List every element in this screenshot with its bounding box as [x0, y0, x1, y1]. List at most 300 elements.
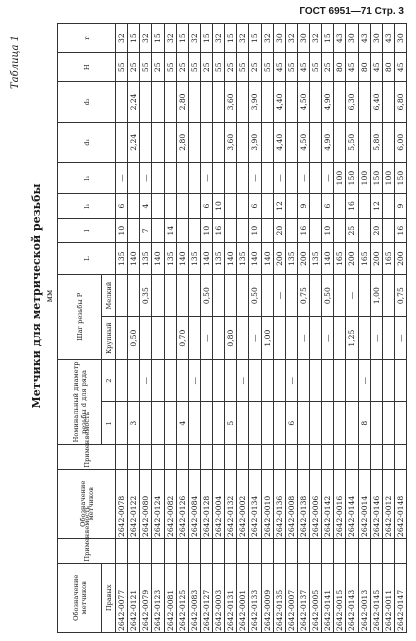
cell-l	[382, 218, 394, 243]
cell-left: 2642-0016	[334, 469, 346, 538]
taps-table	[57, 23, 407, 633]
table-label: Таблица 1	[10, 34, 21, 89]
cell-r: 30	[370, 24, 382, 53]
cell-d1	[273, 402, 285, 445]
cell-fine	[188, 274, 200, 317]
header-l: l	[58, 218, 116, 243]
cell-r: 32	[213, 24, 225, 53]
cell-d2	[225, 359, 237, 402]
cell-dd2: 4,40	[273, 82, 285, 122]
cell-r: 43	[334, 24, 346, 53]
cell-left: 2642-0078	[116, 469, 128, 538]
cell-fine: 0,50	[249, 274, 261, 317]
cell-blank	[188, 538, 200, 563]
cell-L: 140	[249, 243, 261, 274]
cell-right: 2642-0133	[249, 563, 261, 632]
table-row	[140, 24, 152, 633]
cell-l2: —	[297, 162, 309, 193]
cell-l1	[358, 194, 370, 219]
cell-blank	[370, 444, 382, 469]
cell-blank	[261, 444, 273, 469]
cell-l2: —	[273, 162, 285, 193]
cell-dd2	[188, 82, 200, 122]
table-row	[200, 24, 212, 633]
cell-l2: 150	[370, 162, 382, 193]
table-body	[116, 24, 407, 633]
cell-r: 15	[225, 24, 237, 53]
cell-right: 2642-0143	[346, 563, 358, 632]
cell-blank	[322, 444, 334, 469]
cell-d1	[164, 402, 176, 445]
cell-blank	[297, 444, 309, 469]
cell-d2	[382, 359, 394, 402]
cell-left: 2642-0126	[176, 469, 188, 538]
cell-right: 2642-0011	[382, 563, 394, 632]
table-row	[334, 24, 346, 633]
cell-L: 135	[213, 243, 225, 274]
cell-l2: —	[140, 162, 152, 193]
cell-d2	[200, 359, 212, 402]
cell-right: 2642-0079	[140, 563, 152, 632]
cell-d2: —	[285, 359, 297, 402]
table-row	[128, 24, 140, 633]
cell-coarse: —	[370, 317, 382, 360]
cell-dd1	[164, 122, 176, 162]
cell-left: 2642-0128	[200, 469, 212, 538]
cell-l1: 10	[213, 194, 225, 219]
cell-r: 32	[285, 24, 297, 53]
cell-blank	[261, 538, 273, 563]
cell-d2: —	[140, 359, 152, 402]
cell-l2: 150	[346, 162, 358, 193]
cell-dd1	[285, 122, 297, 162]
cell-l2	[176, 162, 188, 193]
header-d2: d₂	[58, 82, 116, 122]
cell-dd2: 2,24	[128, 82, 140, 122]
cell-L: 135	[285, 243, 297, 274]
cell-right: 2642-0123	[152, 563, 164, 632]
table-row	[273, 24, 285, 633]
cell-blank	[164, 444, 176, 469]
cell-d2: —	[358, 359, 370, 402]
cell-l1: 6	[116, 194, 128, 219]
cell-coarse: —	[249, 317, 261, 360]
table-row	[249, 24, 261, 633]
cell-blank	[176, 444, 188, 469]
cell-coarse	[213, 317, 225, 360]
cell-blank	[370, 538, 382, 563]
cell-l2: —	[322, 162, 334, 193]
cell-blank	[285, 538, 297, 563]
cell-blank	[225, 538, 237, 563]
cell-d2	[334, 359, 346, 402]
cell-r: 32	[140, 24, 152, 53]
cell-l	[310, 218, 322, 243]
cell-dd1: 3,90	[249, 122, 261, 162]
cell-r: 15	[322, 24, 334, 53]
cell-l2: 100	[334, 162, 346, 193]
cell-blank	[237, 444, 249, 469]
cell-r: 30	[346, 24, 358, 53]
cell-d1	[310, 402, 322, 445]
cell-blank	[164, 538, 176, 563]
cell-d1: 6	[285, 402, 297, 445]
cell-blank	[346, 444, 358, 469]
cell-coarse: 0,80	[225, 317, 237, 360]
cell-right: 2642-0001	[237, 563, 249, 632]
header-row1: 1	[102, 402, 116, 445]
cell-blank	[334, 538, 346, 563]
cell-blank	[152, 444, 164, 469]
cell-blank	[346, 538, 358, 563]
cell-l2: —	[200, 162, 212, 193]
cell-L: 165	[358, 243, 370, 274]
cell-r: 15	[200, 24, 212, 53]
cell-H: 45	[346, 53, 358, 82]
cell-d2	[249, 359, 261, 402]
cell-l2	[237, 162, 249, 193]
cell-dd1: 4,40	[273, 122, 285, 162]
cell-fine: 0,35	[140, 274, 152, 317]
cell-H: 25	[322, 53, 334, 82]
cell-d2	[213, 359, 225, 402]
cell-r: 32	[188, 24, 200, 53]
cell-fine: —	[273, 274, 285, 317]
header-right: Правых	[102, 563, 116, 632]
cell-right: 2642-0083	[188, 563, 200, 632]
cell-d1	[322, 402, 334, 445]
cell-dd2	[152, 82, 164, 122]
cell-H: 80	[382, 53, 394, 82]
cell-l2	[225, 162, 237, 193]
cell-dd1	[213, 122, 225, 162]
cell-l: 7	[140, 218, 152, 243]
cell-right: 2642-0147	[394, 563, 406, 632]
cell-dd1	[116, 122, 128, 162]
cell-blank	[128, 538, 140, 563]
header-coarse: Крупный	[102, 317, 116, 360]
cell-d1	[237, 402, 249, 445]
unit-label: мм	[45, 289, 54, 303]
cell-blank	[188, 444, 200, 469]
cell-H: 80	[358, 53, 370, 82]
header-designation-left: Обозначение метчиков	[58, 469, 116, 538]
cell-l2	[128, 162, 140, 193]
cell-left: 2642-0132	[225, 469, 237, 538]
cell-L: 140	[152, 243, 164, 274]
cell-d2	[346, 359, 358, 402]
cell-coarse: 0,70	[176, 317, 188, 360]
cell-l	[237, 218, 249, 243]
cell-left: 2642-0138	[297, 469, 309, 538]
table-row	[188, 24, 200, 633]
cell-r: 30	[297, 24, 309, 53]
cell-r: 15	[128, 24, 140, 53]
cell-d2	[116, 359, 128, 402]
cell-coarse	[116, 317, 128, 360]
cell-dd2	[310, 82, 322, 122]
cell-coarse	[310, 317, 322, 360]
cell-blank	[140, 444, 152, 469]
cell-l1	[128, 194, 140, 219]
cell-d1	[394, 402, 406, 445]
cell-l2	[164, 162, 176, 193]
cell-dd1	[237, 122, 249, 162]
cell-d2	[310, 359, 322, 402]
cell-d1	[200, 402, 212, 445]
table-row	[213, 24, 225, 633]
cell-H: 55	[310, 53, 322, 82]
cell-right: 2642-0137	[297, 563, 309, 632]
table-row	[358, 24, 370, 633]
cell-H: 45	[394, 53, 406, 82]
table-row	[152, 24, 164, 633]
cell-fine	[358, 274, 370, 317]
cell-blank	[273, 444, 285, 469]
cell-dd1	[140, 122, 152, 162]
cell-dd2	[213, 82, 225, 122]
cell-dd2: 4,90	[322, 82, 334, 122]
cell-left: 2642-0080	[140, 469, 152, 538]
cell-blank	[200, 538, 212, 563]
cell-right: 2642-0077	[116, 563, 128, 632]
cell-right: 2642-0145	[370, 563, 382, 632]
cell-d1	[249, 402, 261, 445]
cell-r: 30	[273, 24, 285, 53]
cell-right: 2642-0015	[334, 563, 346, 632]
cell-right: 2642-0013	[358, 563, 370, 632]
cell-l: 20	[273, 218, 285, 243]
header-applicability-1: Применяемость	[58, 538, 116, 563]
cell-r: 43	[382, 24, 394, 53]
cell-l: 16	[213, 218, 225, 243]
cell-r: 32	[116, 24, 128, 53]
cell-dd2: 6,80	[394, 82, 406, 122]
cell-left: 2642-0014	[358, 469, 370, 538]
cell-d1	[152, 402, 164, 445]
cell-blank	[310, 538, 322, 563]
cell-H: 45	[273, 53, 285, 82]
cell-L: 135	[140, 243, 152, 274]
cell-coarse: —	[394, 317, 406, 360]
cell-l: 10	[200, 218, 212, 243]
cell-dd1	[152, 122, 164, 162]
cell-blank	[140, 538, 152, 563]
cell-dd2: 2,80	[176, 82, 188, 122]
cell-coarse	[358, 317, 370, 360]
cell-dd1: 3,60	[225, 122, 237, 162]
cell-blank	[310, 444, 322, 469]
cell-right: 2642-0127	[200, 563, 212, 632]
cell-l1: 6	[322, 194, 334, 219]
cell-dd1: 5,50	[346, 122, 358, 162]
cell-left: 2642-0124	[152, 469, 164, 538]
cell-l2	[261, 162, 273, 193]
cell-blank	[176, 538, 188, 563]
cell-dd2: 3,90	[249, 82, 261, 122]
cell-r: 32	[237, 24, 249, 53]
cell-H: 25	[200, 53, 212, 82]
cell-l1: 9	[394, 194, 406, 219]
cell-l	[188, 218, 200, 243]
cell-L: 140	[200, 243, 212, 274]
cell-L: 165	[334, 243, 346, 274]
cell-fine	[116, 274, 128, 317]
cell-blank	[394, 538, 406, 563]
cell-l	[128, 218, 140, 243]
header-fine: Мелкий	[102, 274, 116, 317]
cell-dd1: 5,80	[370, 122, 382, 162]
cell-right: 2642-0141	[322, 563, 334, 632]
table-row	[237, 24, 249, 633]
cell-left: 2642-0148	[394, 469, 406, 538]
header-r: r	[58, 24, 116, 53]
cell-right: 2642-0125	[176, 563, 188, 632]
cell-left: 2642-0134	[249, 469, 261, 538]
table-row	[310, 24, 322, 633]
cell-d1	[188, 402, 200, 445]
cell-dd2: 6,30	[346, 82, 358, 122]
cell-d2: —	[237, 359, 249, 402]
cell-L: 135	[164, 243, 176, 274]
cell-l: 10	[249, 218, 261, 243]
cell-left: 2642-0006	[310, 469, 322, 538]
cell-dd2	[200, 82, 212, 122]
table-row	[370, 24, 382, 633]
cell-d1	[370, 402, 382, 445]
cell-dd1	[358, 122, 370, 162]
cell-dd1	[261, 122, 273, 162]
cell-dd2	[164, 82, 176, 122]
cell-l1	[334, 194, 346, 219]
cell-r: 15	[249, 24, 261, 53]
cell-right: 2642-0005	[310, 563, 322, 632]
cell-left: 2642-0146	[370, 469, 382, 538]
cell-l1: 16	[346, 194, 358, 219]
cell-blank	[358, 444, 370, 469]
cell-l1: 6	[249, 194, 261, 219]
cell-blank	[273, 538, 285, 563]
cell-r: 43	[358, 24, 370, 53]
table-title: Метчики для метрической резьбы	[30, 183, 43, 409]
cell-L: 200	[346, 243, 358, 274]
cell-d1	[334, 402, 346, 445]
cell-H: 55	[164, 53, 176, 82]
cell-l2: —	[116, 162, 128, 193]
cell-d1	[213, 402, 225, 445]
cell-l: 14	[164, 218, 176, 243]
cell-right: 2642-0003	[213, 563, 225, 632]
cell-l2	[310, 162, 322, 193]
cell-left: 2642-0008	[285, 469, 297, 538]
cell-H: 55	[188, 53, 200, 82]
cell-d1	[140, 402, 152, 445]
table-row	[285, 24, 297, 633]
cell-dd1: 2,24	[128, 122, 140, 162]
cell-fine	[285, 274, 297, 317]
cell-l1	[382, 194, 394, 219]
cell-fine	[152, 274, 164, 317]
cell-coarse	[237, 317, 249, 360]
cell-l1: 9	[297, 194, 309, 219]
cell-coarse	[140, 317, 152, 360]
cell-l	[358, 218, 370, 243]
cell-H: 45	[370, 53, 382, 82]
cell-l	[176, 218, 188, 243]
cell-l	[285, 218, 297, 243]
cell-coarse: —	[297, 317, 309, 360]
cell-fine	[225, 274, 237, 317]
cell-l2: 150	[394, 162, 406, 193]
cell-fine: 0,50	[322, 274, 334, 317]
header-designation-right: Обозначение метчиков	[58, 563, 102, 632]
cell-H: 55	[213, 53, 225, 82]
cell-H: 25	[152, 53, 164, 82]
cell-blank	[200, 444, 212, 469]
cell-d2	[394, 359, 406, 402]
cell-dd1	[188, 122, 200, 162]
cell-left: 2642-0122	[128, 469, 140, 538]
table-row	[164, 24, 176, 633]
cell-d1	[346, 402, 358, 445]
cell-l1	[261, 194, 273, 219]
table-row	[225, 24, 237, 633]
cell-l: 25	[346, 218, 358, 243]
cell-l: 10	[322, 218, 334, 243]
header-pitch: Шаг резьбы P	[58, 274, 102, 359]
cell-dd1: 4,50	[297, 122, 309, 162]
cell-blank	[237, 538, 249, 563]
page-header: ГОСТ 6951—71 Стр. 3	[299, 6, 404, 17]
cell-L: 140	[261, 243, 273, 274]
cell-blank	[249, 538, 261, 563]
cell-d1: 5	[225, 402, 237, 445]
cell-fine: —	[346, 274, 358, 317]
cell-l1	[152, 194, 164, 219]
cell-L: 135	[310, 243, 322, 274]
cell-L: 140	[225, 243, 237, 274]
cell-r: 32	[164, 24, 176, 53]
cell-fine	[176, 274, 188, 317]
cell-l2: 100	[382, 162, 394, 193]
table-row	[297, 24, 309, 633]
cell-coarse: —	[322, 317, 334, 360]
cell-blank	[394, 444, 406, 469]
cell-fine	[334, 274, 346, 317]
cell-fine	[213, 274, 225, 317]
cell-dd2	[261, 82, 273, 122]
cell-blank	[249, 444, 261, 469]
cell-fine	[261, 274, 273, 317]
cell-dd2	[237, 82, 249, 122]
cell-dd1: 6,00	[394, 122, 406, 162]
cell-L: 140	[128, 243, 140, 274]
cell-d2	[370, 359, 382, 402]
cell-coarse	[188, 317, 200, 360]
cell-H: 55	[140, 53, 152, 82]
cell-l1: 4	[140, 194, 152, 219]
cell-l1: 6	[200, 194, 212, 219]
cell-coarse	[152, 317, 164, 360]
cell-fine	[310, 274, 322, 317]
cell-l: 16	[394, 218, 406, 243]
cell-dd1	[382, 122, 394, 162]
cell-right: 2642-0081	[164, 563, 176, 632]
cell-L: 200	[297, 243, 309, 274]
cell-right: 2642-0007	[285, 563, 297, 632]
cell-blank	[128, 444, 140, 469]
cell-L: 140	[322, 243, 334, 274]
